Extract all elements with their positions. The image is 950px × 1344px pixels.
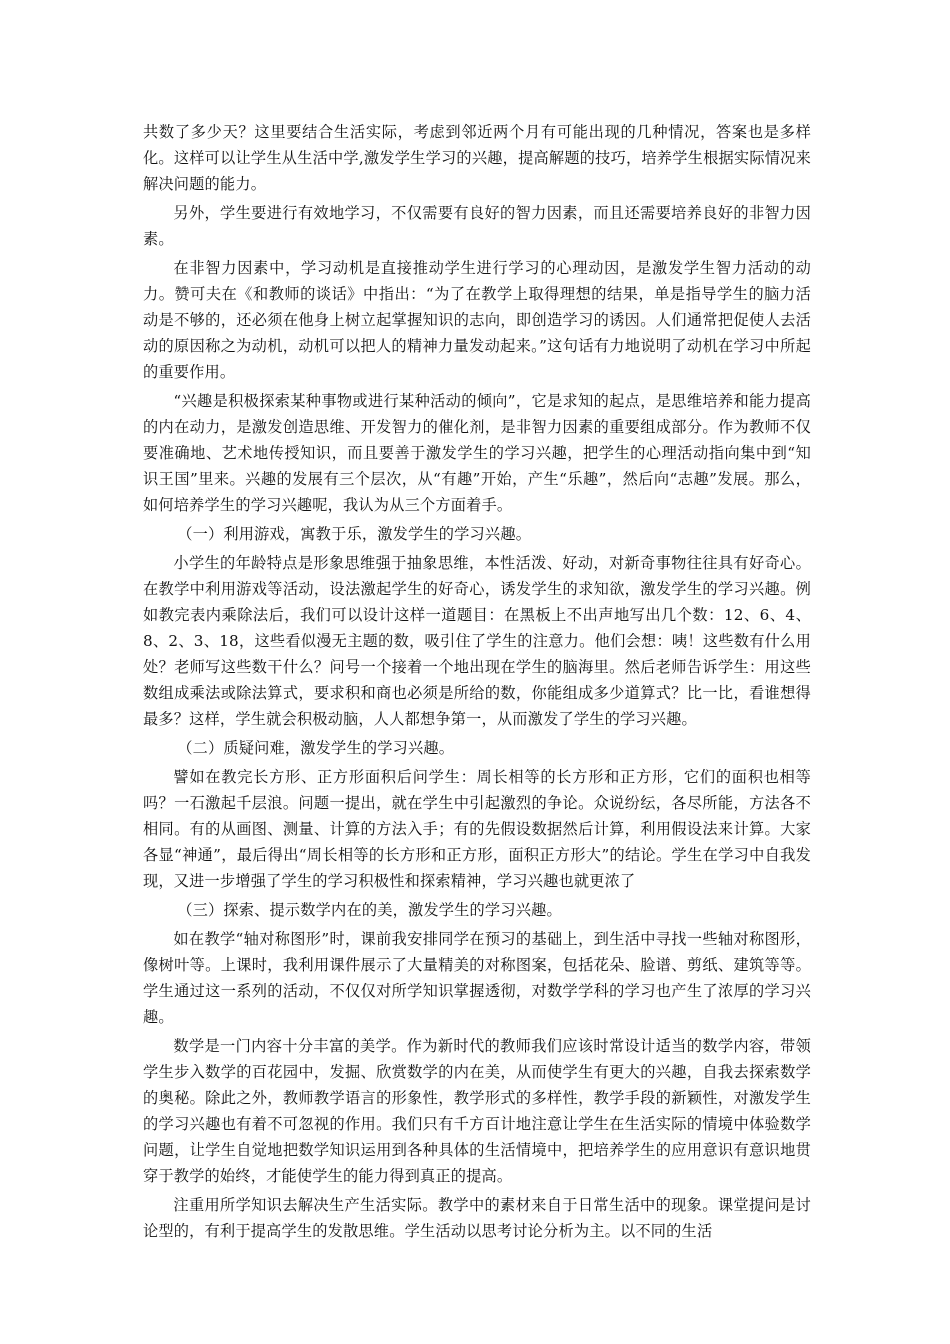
paragraph-non-intellectual-factors: 另外，学生要进行有效地学习，不仅需要有良好的智力因素，而且还需要培养良好的非智力因素。 [143,204,811,248]
section-heading-games: （一）利用游戏，寓教于乐，激发学生的学习兴趣。 [177,525,532,543]
paragraph-math-aesthetics: 数学是一门内容十分丰富的美学。作为新时代的教师我们应该时常设计适当的数学内容，带领学生步入数学的百花园中，发掘、欣赏数学的内在美，从而使学生有更大的兴趣，自我去探索数学的奥秘。除此之外，教师教学语言的形象性，教学形式的多样性，教学手段的新颖性，对激发学生的学习兴趣也有着不可忽视的作用。我们只有千方百计地注意让学生在生活实际的情境中体验数学问题，让学生自觉地把数学知识运用到各种具体的生活情境中，把培养学生的应用意识有意识地贯穿于教学的始终，才能使学生的能力得到真正的提高。 [143,1037,811,1185]
paragraph-continuation: 共数了多少天？这里要结合生活实际，考虑到邻近两个月有可能出现的几种情况，答案也是多样化。这样可以让学生从生活中学,激发学生学习的兴趣，提高解题的技巧，培养学生根据实际情况来解决问题的能力。 [143,123,811,193]
section-heading-math-beauty: （三）探索、提示数学内在的美，激发学生的学习兴趣。 [177,901,562,919]
paragraph-interest-definition: “兴趣是积极探索某种事物或进行某种活动的倾向”，它是求知的起点，是思维培养和能力提高的内在动力，是激发创造思维、开发智力的催化剂，是非智力因素的重要组成部分。作为教师不仅要准确地、艺术地传授知识，而且要善于激发学生的学习兴趣，把学生的心理活动指向集中到“知识王国”里来。兴趣的发展有三个层次，从“有趣”开始，产生“乐趣”，然后向“志趣”发展。那么，如何培养学生的学习兴趣呢，我认为从三个方面着手。 [143,392,811,514]
document-page [143,119,811,1247]
paragraph-learning-motivation: 在非智力因素中，学习动机是直接推动学生进行学习的心理动因，是激发学生智力活动的动力。赞可夫在《和教师的谈话》中指出：“为了在教学上取得理想的结果，单是指导学生的脑力活动是不够的，还必须在他身上树立起掌握知识的志向，即创造学习的诱因。人们通常把促使人去活动的原因称之为动机，动机可以把人的精神力量发动起来。”这句话有力地说明了动机在学习中所起的重要作用。 [143,259,811,381]
paragraph-area-perimeter-example: 譬如在教完长方形、正方形面积后问学生：周长相等的长方形和正方形，它们的面积也相等吗？一石激起千层浪。问题一提出，就在学生中引起激烈的争论。众说纷纭，各尽所能，方法各不相同。有的从画图、测量、计算的方法入手；有的先假设数据然后计算，利用假设法来计算。大家各显“神通”，最后得出“周长相等的长方形和正方形，面积正方形大”的结论。学生在学习中自我发现，又进一步增强了学生的学习积极性和探索精神，学习兴趣也就更浓了 [143,768,811,890]
paragraph-games-example: 小学生的年龄特点是形象思维强于抽象思维，本性活泼、好动，对新奇事物往往具有好奇心。在教学中利用游戏等活动，设法激起学生的好奇心，诱发学生的求知欲，激发学生的学习兴趣。例如教完表内乘除法后，我们可以设计这样一道题目：在黑板上不出声地写出几个数：12、6、4、8、2、3、18，这些看似漫无主题的数，吸引住了学生的注意力。他们会想：咦！这些数有什么用处？老师写这些数干什么？问号一个接着一个地出现在学生的脑海里。然后老师告诉学生：用这些数组成乘法或除法算式，要求积和商也必须是所给的数，你能组成多少道算式？比一比，看谁想得最多？这样，学生就会积极动脑，人人都想争第一，从而激发了学生的学习兴趣。 [143,554,811,728]
section-heading-questioning: （二）质疑问难，激发学生的学习兴趣。 [177,739,455,757]
paragraph-symmetry-example: 如在教学“轴对称图形”时，课前我安排同学在预习的基础上，到生活中寻找一些轴对称图形，像树叶等。上课时，我利用课件展示了大量精美的对称图案，包括花朵、脸谱、剪纸、建筑等等。学生通过这一系列的活动，不仅仅对所学知识掌握透彻，对数学学科的学习也产生了浓厚的学习兴趣。 [143,930,811,1026]
paragraph-real-life-application: 注重用所学知识去解决生产生活实际。教学中的素材来自于日常生活中的现象。课堂提问是讨论型的，有利于提高学生的发散思维。学生活动以思考讨论分析为主。以不同的生活 [143,1196,811,1240]
